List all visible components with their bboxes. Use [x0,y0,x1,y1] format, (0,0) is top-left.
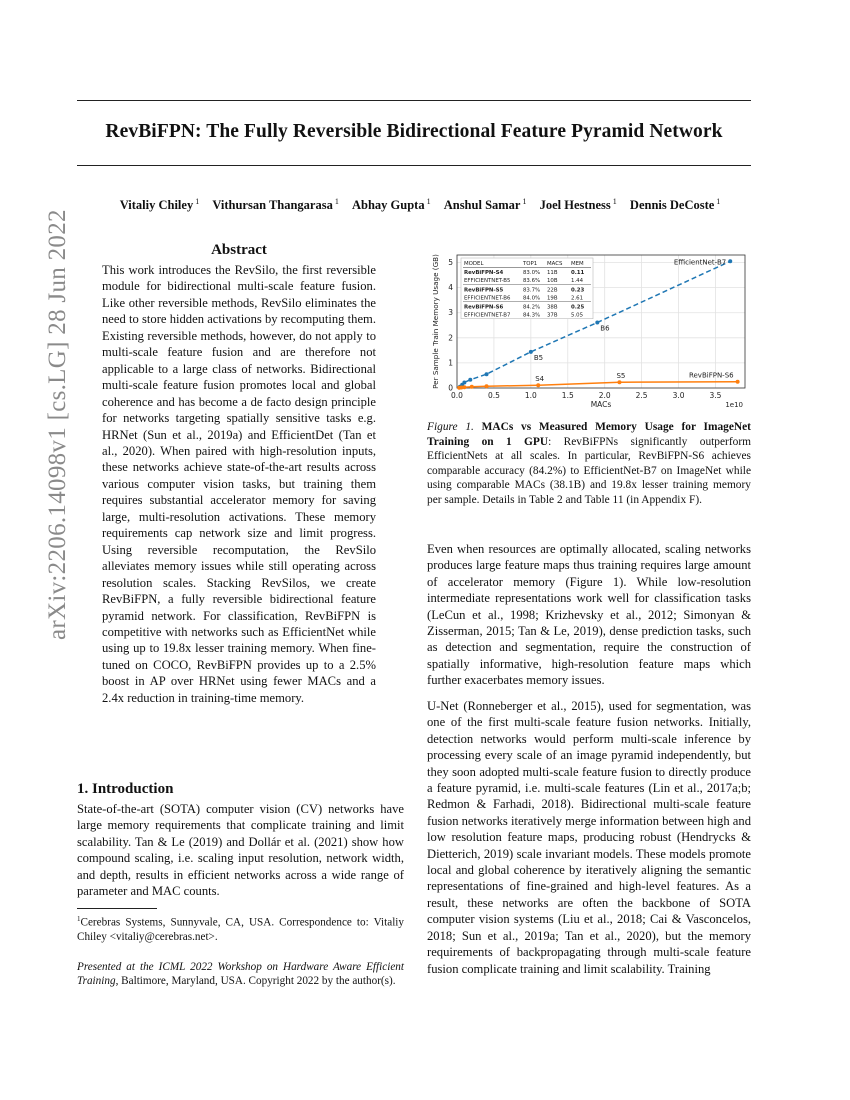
title-bottom-rule [77,165,751,166]
table-cell: 83.6% [523,278,541,285]
paper-title: RevBiFPN: The Fully Reversible Bidirectional Feature Pyramid Network [105,121,723,142]
table-cell: EFFICIENTNET-B5 [464,278,511,285]
table-cell: 84.0% [523,295,541,302]
author: Joel Hestness $^1$ [539,197,617,213]
author: Abhay Gupta $^1$ [351,197,431,213]
y-axis-label: Per Sample Train Memory Usage (GB) [431,254,440,389]
x-tick-label: 2.0 [598,391,611,400]
table-cell: 2.61 [571,295,584,302]
chart-annotation: S5 [616,372,626,381]
table-cell: 1.44 [571,278,584,285]
data-point [462,380,466,384]
table-cell: RevBiFPN-S4 [464,270,504,277]
data-point [485,384,489,388]
y-tick-label: 3 [448,308,453,318]
y-tick-label: 2 [448,333,453,343]
data-point [462,385,466,389]
footnote-rule [77,908,157,909]
table-cell: 5.05 [571,312,584,319]
chart-annotation: B6 [600,324,610,333]
x-tick-label: 3.5 [709,391,722,400]
chart-annotation: S4 [535,375,545,384]
data-point [536,383,540,387]
table-header: MACS [547,261,563,267]
body-paragraph: Even when resources are optimally allocated, scaling networks produces large feature maps thus training requires large amount of accelerator memory (Figure 1). While low-resolution intermediate representations work well for classification tasks (LeCun et al., 1998; Krizhevsky et al., 2012; Simonyan & Zisserman, 2015; Tan & Le, 2019), dense prediction tasks, such as detection and segmentation, require the construction of spatially informative, high-resolution feature maps which further exacerbates memory issues. [427,542,751,688]
table-cell: 38B [547,304,558,311]
data-point [736,380,740,384]
footnote: $^1$Cerebras Systems, Sunnyvale, CA, USA. Correspondence to: Vitaliy Chiley <vitaliy@cerebras.net>. [77,915,404,944]
x-tick-label: 0.5 [487,391,500,400]
data-point [728,259,732,263]
table-cell: 83.7% [523,287,541,294]
table-cell: 11B [547,270,558,277]
data-point [529,350,533,354]
arxiv-stamp: arXiv:2206.14098v1 [cs.LG] 28 Jun 2022 [44,209,71,640]
figure-caption: Figure 1. MACs vs Measured Memory Usage for ImageNet Training on 1 GPU: RevBiFPNs significantly outperform EfficientNets at all scales. In particular, RevBiFPN-S6 achieves comparable accuracy (84.2%) to EfficientNet-B7 on ImageNet while using comparable MACs (38.1B) and 19.8x lesser training memory per sample. Details in Table 2 and Table 11 (in Appendix F). [427,421,751,506]
y-tick-label: 5 [448,258,453,268]
data-point [485,372,489,376]
author-list [60,197,780,213]
table-cell: 0.25 [571,304,585,311]
table-cell: 22B [547,287,558,294]
intro-paragraph: State-of-the-art (SOTA) computer vision (CV) networks have large memory requirements that complicate training and limit scalability. Tan & Le (2019) and Dollár et al. (2021) show how compound scaling, i.e. scaling input resolution, network width, and depth, results in efficient networks across a wide range of parameter and MAC counts. [77,802,404,899]
table-cell: 37B [547,312,558,319]
x-axis-label: MACs [590,400,612,409]
abstract-heading: Abstract [211,242,267,258]
x-tick-label: 0.0 [451,391,463,400]
chart-annotation: B5 [533,353,544,362]
chart-annotation: RevBiFPN-S6 [688,371,734,380]
table-cell: EFFICIENTNET-B7 [464,312,511,319]
y-tick-label: 1 [448,358,453,368]
table-cell: 0.23 [571,287,585,294]
data-point [468,378,472,382]
x-tick-label: 1.0 [524,391,537,400]
table-cell: EFFICIENTNET-B6 [464,295,511,302]
table-cell: RevBiFPN-S5 [464,287,504,294]
figure-1-chart [427,245,753,415]
table-cell: 83.0% [523,270,541,277]
data-point [617,380,621,384]
x-tick-label: 2.5 [635,391,648,400]
author: Vithursan Thangarasa $^1$ [212,197,339,213]
author: Dennis DeCoste $^1$ [629,197,721,213]
body-paragraph: U-Net (Ronneberger et al., 2015), used for segmentation, was one of the first multi-scale feature fusion networks. Initially, detection networks would perform multi-scale inference by processing every scale of an image pyramid independently, but they soon adopted multi-scale feature fusion to directly produce a feature pyramid, i.e. multi-scale features (Lin et al., 2017a;b; Redmon & Farhadi, 2018). Bidirectional multi-scale feature fusion networks iteratively merge information between high and low resolution feature maps, producing robust (Hendrycks & Dietterich, 2019) scale invariant models. These models promote local and global coherence by iteratively aligning the semantic representations of fine-grained and high-level features. As a result, these networks are often the backbone of SOTA computer vision systems (Liu et al., 2018; Cai & Vasconcelos, 2018; Sun et al., 2019a; Tan et al., 2020), but the memory requirements of backpropagating through multi-scale feature fusion complicate training and limit scalability. Training [427,699,751,976]
data-point [470,385,474,389]
chart-annotation: EfficientNet-B7 [673,258,727,267]
top-rule [77,100,751,101]
y-tick-label: 0 [448,383,453,393]
table-header: MODEL [464,261,484,267]
venue-note: Presented at the ICML 2022 Workshop on Hardware Aware Efficient Training, Baltimore, Maryland, USA. Copyright 2022 by the author(s). [77,961,404,988]
table-cell: 0.11 [571,270,585,277]
data-point [595,321,599,325]
table-header: TOP1 [523,261,538,267]
x-tick-label: 1.5 [561,391,574,400]
x-multiplier: 1e10 [725,401,743,409]
table-cell: 84.2% [523,304,541,311]
table-cell: 84.3% [523,312,541,319]
abstract-body: This work introduces the RevSilo, the first reversible module for bidirectional multi-scale feature fusion. Like other reversible methods, RevSilo eliminates the need to store hidden activations by recomputing them. Existing reversible methods, however, do not apply to multi-scale feature fusion and are therefore not applicable to a large class of networks. Bidirectional multi-scale feature fusion promotes local and global coherence and has become a de facto design principle for networks targeting spatially sensitive tasks e.g. HRNet (Sun et al., 2019a) and EfficientDet (Tan et al., 2020). When paired with high-resolution inputs, these networks achieve state-of-the-art results across various computer vision tasks, but training them requires substantial accelerator memory for saving large, multi-resolution activations. These memory requirements cap network size and limit progress. Using reversible recomputation, the RevSilo alleviates memory issues while still operating across resolution scales. Stacking RevSilos, we create RevBiFPN, a fully reversible bidirectional feature pyramid network. For classification, RevBiFPN is competitive with networks such as EfficientNet while using up to 19.8x lesser training memory. When fine-tuned on COCO, RevBiFPN provides up to a 2.5% boost in AP over HRNet using fewer MACs and a 2.4x reduction in training-time memory. [102,263,376,705]
y-tick-label: 4 [448,283,453,293]
author: Anshul Samar $^1$ [443,197,527,213]
section-heading: 1. Introduction [77,781,174,797]
series-line [459,382,737,388]
table-cell: 19B [547,295,558,302]
table-header: MEM [571,261,584,267]
x-tick-label: 3.0 [672,391,685,400]
author: Vitaliy Chiley $^1$ [119,197,200,213]
table-cell: RevBiFPN-S6 [464,304,504,311]
table-cell: 10B [547,278,558,285]
